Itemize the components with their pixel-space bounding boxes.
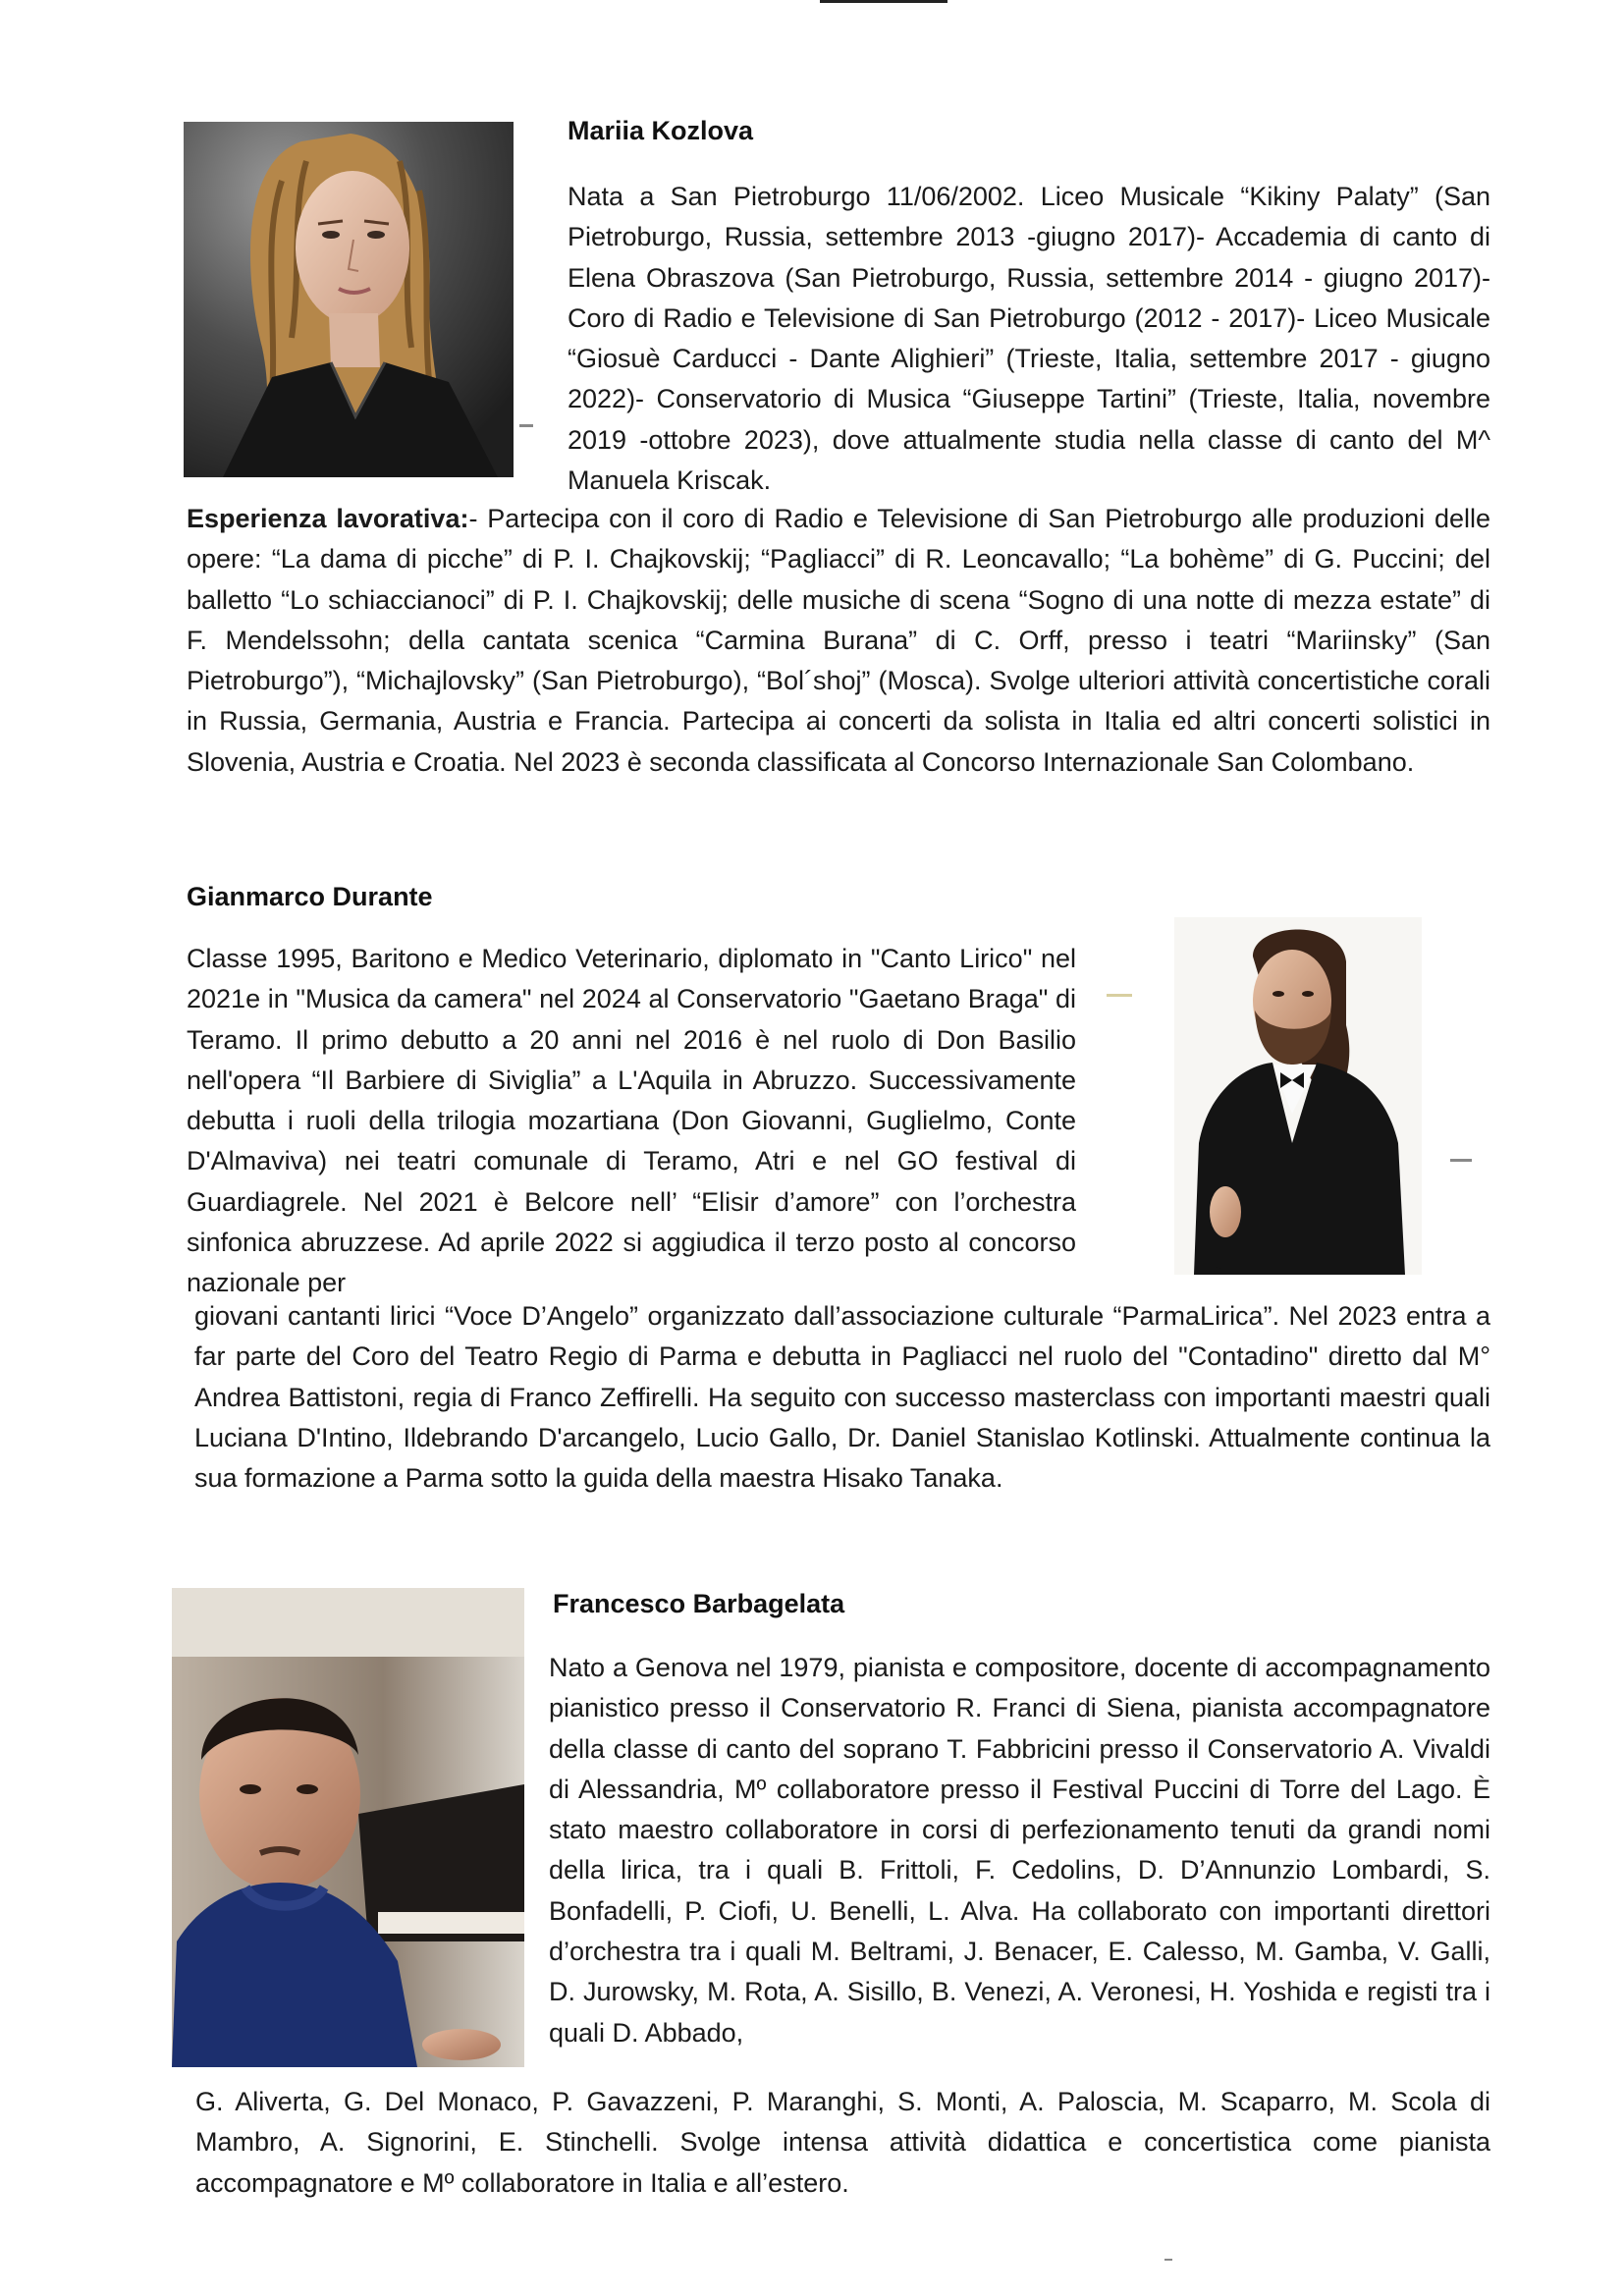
bio-name: Gianmarco Durante [187, 882, 433, 911]
bio-paragraph: Nata a San Pietroburgo 11/06/2002. Liceo Musicale “Kikiny Palaty” (San Pietroburgo, Russia, settembre 2013 -giugno 2017)- Accademia di canto di Elena Obraszova (San Pietroburgo, Russia, settembre 2014 - giugno 2017)- Coro di Radio e Televisione di San Pietroburgo (2012 - 2017)- Liceo Musicale “Giosuè Carducci - Dante Alighieri” (Trieste, Italia, settembre 2017 - giugno 2022)- Conservatorio di Musica “Giuseppe Tartini” (Trieste, Italia, novembre 2019 -ottobre 2023), dove attualmente studia nella classe di canto del M^ Manuela Kriscak. [568, 182, 1490, 496]
bio-paragraph: giovani cantanti lirici “Voce D’Angelo” organizzato dall’associazione culturale “ParmaLirica”. Nel 2023 entra a far parte del Coro del Teatro Regio di Parma e debutta in Pagliacci nel ruolo del "Contadino" diretto dal M° Andrea Battistoni, regia di Franco Zeffirelli. Ha seguito con successo masterclass con importanti maestri quali Luciana D'Intino, Ildebrando D'arcangelo, Lucio Gallo, Dr. Daniel Stanislao Kotlinski. Attualmente continua la sua formazione a Parma sotto la guida della maestra Hisako Tanaka. [194, 1301, 1490, 1494]
bio-paragraph: Nato a Genova nel 1979, pianista e compositore, docente di accompagnamento pianistico presso il Conservatorio R. Franci di Siena, pianista accompagnatore della classe di canto del soprano T. Fabbricini presso il Conservatorio A. Vivaldi di Alessandria, Mº collaboratore presso il Festival Puccini di Torre del Lago. È stato maestro collaboratore in corsi di perfezionamento tenuti da grandi nomi della lirica, tra i quali B. Frittoli, F. Cedolins, D. D’Annunzio Lombardi, S. Bonfadelli, P. Ciofi, U. Benelli, L. Alva. Ha collaborato con importanti direttori d’orchestra tra i quali M. Beltrami, J. Benacer, E. Calesso, M. Gamba, V. Galli, D. Jurowsky, M. Rota, A. Sisillo, B. Venezi, A. Veronesi, H. Yoshida e registi tra i quali D. Abbado, [549, 1653, 1490, 2048]
portrait-photo-barbagelata [172, 1588, 524, 2067]
bio-paragraph: Classe 1995, Baritono e Medico Veterinario, diplomato in "Canto Lirico" nel 2021e in "Musica da camera" nel 2024 al Conservatorio "Gaetano Braga" di Teramo. Il primo debutto a 20 anni nel 2016 è nel ruolo di Don Basilio nell'opera “Il Barbiere di Siviglia” a L'Aquila in Abruzzo. Successivamente debutta i ruoli della trilogia mozartiana (Don Giovanni, Guglielmo, Conte D'Almaviva) nei teatri comunale di Teramo, Atri e nel GO festival di Guardiagrele. Nel 2021 è Belcore nell’ “Elisir d’amore” con l’orchestra sinfonica abruzzese. Ad aprile 2022 si aggiudica il terzo posto al concorso nazionale per [187, 944, 1076, 1298]
experience-label: Esperienza lavorativa: [187, 504, 469, 533]
scan-mark [519, 424, 533, 427]
scan-mark [1164, 2259, 1172, 2261]
portrait-photo-durante [1174, 917, 1422, 1275]
scan-mark [1107, 994, 1132, 997]
top-rule [820, 0, 947, 3]
portrait-photo-kozlova [184, 122, 514, 477]
bio-paragraph [187, 499, 1490, 783]
bio-name: Francesco Barbagelata [553, 1589, 845, 1618]
bio-name: Mariia Kozlova [568, 116, 754, 145]
experience-text: - Partecipa con il coro di Radio e Televisione di San Pietroburgo alle produzioni delle opere: “La dama di picche” di P. I. Chajkovskij; “Pagliacci” di R. Leoncavallo; “La bohème” di G. Puccini; del balletto “Lo schiaccianoci” di P. I. Chajkovskij; delle musiche di scena “Sogno di una notte di mezza estate” di F. Mendelssohn; della cantata scenica “Carmina Burana” di C. Orff, presso i teatri “Mariinsky” (San Pietroburgo”), “Michajlovsky” (San Pietroburgo), “Bol´shoj” (Mosca). Svolge ulteriori attività concertistiche corali in Russia, Germania, Austria e Francia. Partecipa ai concerti da solista in Italia ed altri concerti solistici in Slovenia, Austria e Croatia. Nel 2023 è seconda classificata al Concorso Internazionale San Colombano. [187, 504, 1490, 777]
bio-paragraph: G. Aliverta, G. Del Monaco, P. Gavazzeni, P. Maranghi, S. Monti, A. Paloscia, M. Scaparro, M. Scola di Mambro, A. Signorini, E. Stinchelli. Svolge intensa attività didattica e concertistica come pianista accompagnatore e Mº collaboratore in Italia e all’estero. [195, 2087, 1490, 2198]
scan-mark [1450, 1159, 1472, 1162]
